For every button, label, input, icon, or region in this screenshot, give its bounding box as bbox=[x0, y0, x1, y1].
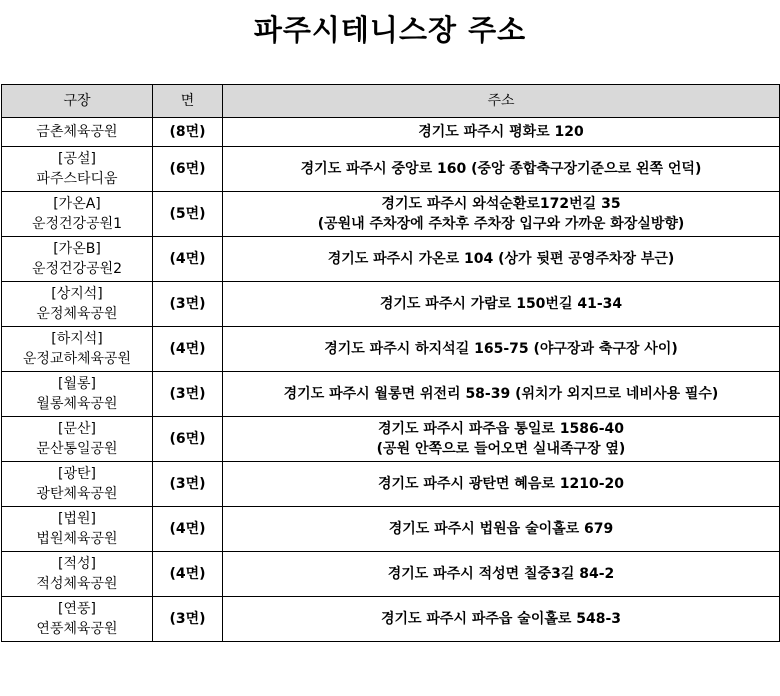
address-cell bbox=[223, 372, 780, 417]
court-count-cell: (6면) bbox=[153, 417, 223, 462]
court-count-cell: (3면) bbox=[153, 597, 223, 642]
venue-cell bbox=[2, 147, 153, 192]
venue-name-line: 운정건강공원2 bbox=[31, 261, 123, 277]
address-cell bbox=[223, 147, 780, 192]
court-count-cell: (4면) bbox=[153, 327, 223, 372]
table-row bbox=[2, 462, 780, 507]
address-cell bbox=[223, 118, 780, 147]
address-cell bbox=[223, 597, 780, 642]
header-address: 주소 bbox=[223, 85, 780, 118]
page-title: 파주시테니스장 주소 bbox=[253, 13, 527, 47]
address-cell bbox=[223, 237, 780, 282]
tennis-court-table bbox=[1, 84, 780, 642]
address-line: 경기도 파주시 파주읍 통일로 1586-40 bbox=[377, 421, 625, 437]
table-row bbox=[2, 147, 780, 192]
address-line: 경기도 파주시 중앙로 160 (중앙 종합축구장기준으로 왼쪽 언덕) bbox=[300, 161, 702, 177]
address-line: 경기도 파주시 와석순환로172번길 35 bbox=[381, 196, 621, 212]
venue-name-line: 운정건강공원1 bbox=[31, 216, 123, 232]
table-row bbox=[2, 417, 780, 462]
address-line: 경기도 파주시 평화로 120 bbox=[418, 124, 584, 140]
header-venue: 구장 bbox=[2, 85, 153, 118]
address-cell bbox=[223, 462, 780, 507]
court-count-cell: (4면) bbox=[153, 507, 223, 552]
venue-name-line: 연풍체육공원 bbox=[36, 621, 118, 637]
venue-cell bbox=[2, 417, 153, 462]
venue-name-line: 문산통일공원 bbox=[36, 441, 118, 457]
address-line: 경기도 파주시 가온로 104 (상가 뒷편 공영주차장 부근) bbox=[327, 251, 675, 267]
venue-name-line: [광탄] bbox=[58, 466, 96, 482]
address-line: 경기도 파주시 월롱면 위전리 58-39 (위치가 외지므로 네비사용 필수) bbox=[283, 386, 719, 402]
venue-name-line: 광탄체육공원 bbox=[36, 486, 118, 502]
court-count-cell: (8면) bbox=[153, 118, 223, 147]
venue-cell bbox=[2, 327, 153, 372]
address-line: (공원 안쪽으로 들어오면 실내족구장 옆) bbox=[376, 441, 626, 457]
address-line: 경기도 파주시 적성면 칠중3길 84-2 bbox=[387, 566, 615, 582]
venue-name-line: [가온B] bbox=[53, 241, 101, 257]
table-row bbox=[2, 192, 780, 237]
address-line: 경기도 파주시 가람로 150번길 41-34 bbox=[379, 296, 623, 312]
address-cell bbox=[223, 552, 780, 597]
table-header-row bbox=[2, 85, 780, 118]
venue-cell bbox=[2, 192, 153, 237]
court-count-cell: (6면) bbox=[153, 147, 223, 192]
venue-name-line: [하지석] bbox=[51, 331, 103, 347]
table-row bbox=[2, 507, 780, 552]
header-courts: 면 bbox=[153, 85, 223, 118]
venue-name-line: [법원] bbox=[58, 511, 96, 527]
court-count-cell: (4면) bbox=[153, 552, 223, 597]
address-cell bbox=[223, 507, 780, 552]
venue-name-line: [연풍] bbox=[58, 601, 96, 617]
table-row bbox=[2, 118, 780, 147]
address-line: 경기도 파주시 법원읍 술이홀로 679 bbox=[388, 521, 614, 537]
table-row bbox=[2, 552, 780, 597]
venue-cell bbox=[2, 372, 153, 417]
venue-name-line: 운정체육공원 bbox=[36, 306, 118, 322]
venue-name-line: [문산] bbox=[58, 421, 96, 437]
address-cell bbox=[223, 282, 780, 327]
table-row bbox=[2, 237, 780, 282]
venue-cell bbox=[2, 507, 153, 552]
address-line: 경기도 파주시 광탄면 혜음로 1210-20 bbox=[377, 476, 625, 492]
venue-name-line: [적성] bbox=[58, 556, 96, 572]
venue-name-line: [월롱] bbox=[58, 376, 96, 392]
venue-name-line: 파주스타디움 bbox=[36, 171, 118, 187]
table-row bbox=[2, 282, 780, 327]
address-line: 경기도 파주시 파주읍 술이홀로 548-3 bbox=[380, 611, 622, 627]
address-cell bbox=[223, 417, 780, 462]
address-cell bbox=[223, 192, 780, 237]
table-row bbox=[2, 597, 780, 642]
venue-cell bbox=[2, 462, 153, 507]
venue-cell bbox=[2, 282, 153, 327]
venue-cell bbox=[2, 118, 153, 147]
venue-name-line: 월롱체육공원 bbox=[36, 396, 118, 412]
table-row bbox=[2, 372, 780, 417]
address-line: 경기도 파주시 하지석길 165-75 (야구장과 축구장 사이) bbox=[324, 341, 678, 357]
table-body bbox=[2, 118, 780, 642]
court-count-cell: (3면) bbox=[153, 462, 223, 507]
venue-cell bbox=[2, 237, 153, 282]
court-count-cell: (3면) bbox=[153, 282, 223, 327]
court-count-cell: (5면) bbox=[153, 192, 223, 237]
court-count-cell: (4면) bbox=[153, 237, 223, 282]
venue-name-line: 금촌체육공원 bbox=[36, 124, 118, 140]
venue-name-line: [가온A] bbox=[53, 196, 101, 212]
venue-cell bbox=[2, 597, 153, 642]
venue-name-line: [상지석] bbox=[51, 286, 103, 302]
venue-name-line: 법원체육공원 bbox=[36, 531, 118, 547]
venue-cell bbox=[2, 552, 153, 597]
table-row bbox=[2, 327, 780, 372]
address-line: (공원내 주차장에 주차후 주차장 입구와 가까운 화장실방향) bbox=[317, 216, 685, 232]
venue-name-line: [공설] bbox=[58, 151, 96, 167]
court-count-cell: (3면) bbox=[153, 372, 223, 417]
venue-name-line: 운정교하체육공원 bbox=[22, 351, 132, 367]
address-cell bbox=[223, 327, 780, 372]
venue-name-line: 적성체육공원 bbox=[36, 576, 118, 592]
